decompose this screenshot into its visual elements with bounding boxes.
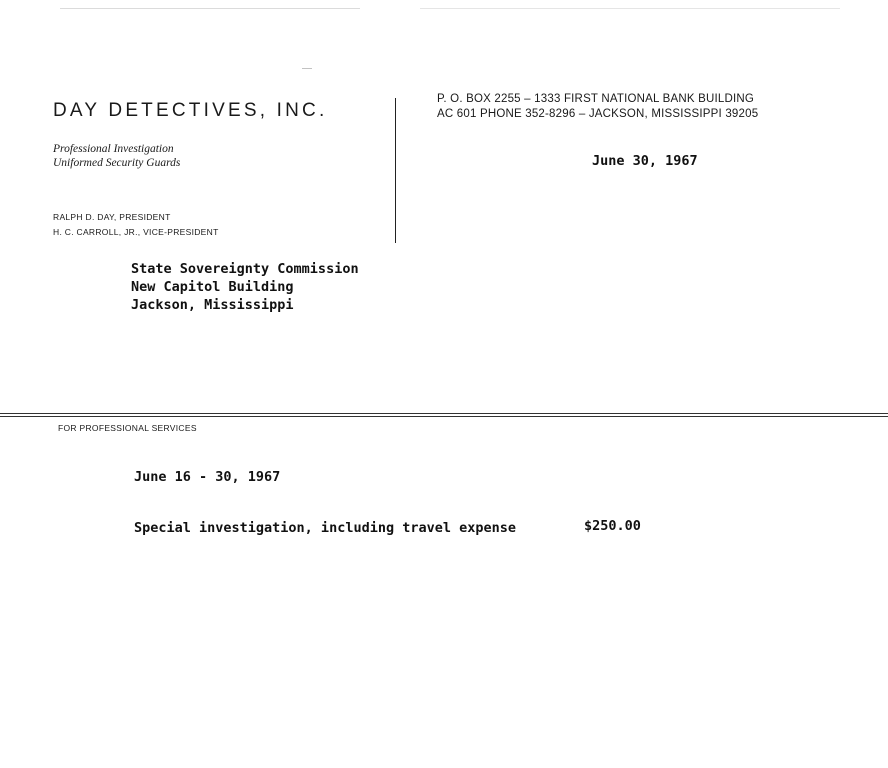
company-name: DAY DETECTIVES, INC. (53, 100, 328, 121)
line-item-description: Special investigation, including travel expense (134, 520, 517, 536)
section-rule-bottom (0, 416, 888, 417)
scan-artifact (60, 8, 360, 9)
section-label: FOR PROFESSIONAL SERVICES (58, 423, 197, 433)
tagline-security: Uniformed Security Guards (53, 157, 181, 169)
recipient-line-1: State Sovereignty Commission (131, 261, 359, 277)
recipient-line-2: New Capitol Building (131, 279, 294, 295)
address-line-2: AC 601 PHONE 352-8296 – JACKSON, MISSISSIPPI 39205 (437, 108, 759, 120)
service-period: June 16 - 30, 1967 (134, 469, 281, 485)
officer-vice-president: H. C. CARROLL, JR., VICE-PRESIDENT (53, 227, 219, 237)
recipient-line-3: Jackson, Mississippi (131, 297, 294, 313)
letter-date: June 30, 1967 (592, 153, 698, 169)
tagline-investigation: Professional Investigation (53, 143, 174, 155)
officer-president: RALPH D. DAY, PRESIDENT (53, 212, 171, 222)
line-item-amount: $250.00 (584, 518, 641, 534)
section-rule-top (0, 413, 888, 414)
scan-artifact (420, 8, 840, 9)
address-line-1: P. O. BOX 2255 – 1333 FIRST NATIONAL BANK BUILDING (437, 93, 755, 105)
letterhead-divider (395, 98, 396, 243)
scan-artifact (302, 68, 312, 69)
